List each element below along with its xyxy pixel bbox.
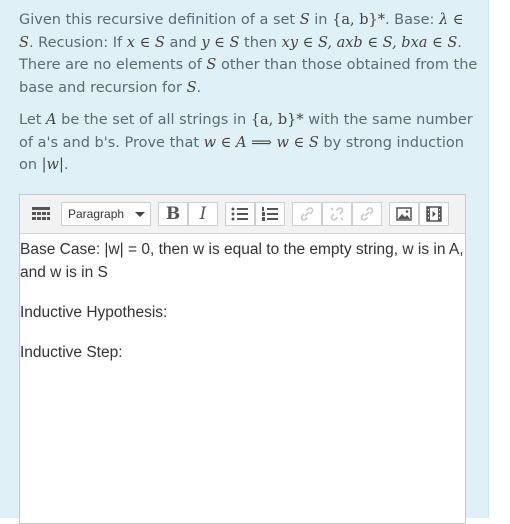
bullet-list-icon — [231, 207, 249, 221]
math-set-s: S — [186, 79, 197, 96]
page-margin — [489, 0, 510, 518]
unlink-icon — [329, 206, 345, 222]
keyboard-icon — [31, 206, 51, 222]
math-set-s: S — [206, 57, 217, 73]
anchor-button[interactable] — [352, 202, 382, 226]
question-paragraph-2: Let A be the set of all strings in {a, b}* with the same number of a's and b's. Prove that w ∈ A ⟹ w ∈ S by strong induction on |w|. — [19, 112, 473, 173]
math-recursion: xy ∈ S, axb ∈ S, bxa ∈ S — [281, 34, 458, 51]
film-icon — [426, 206, 442, 222]
math-length-w: |w| — [41, 157, 64, 173]
math-implication: w ∈ A ⟹ w ∈ S — [203, 134, 319, 151]
link-icon — [299, 206, 315, 222]
toolbar-toggle-button[interactable] — [27, 202, 55, 226]
unlink-button[interactable] — [322, 202, 352, 226]
numbered-list-icon — [261, 207, 279, 221]
insert-link-button[interactable] — [292, 202, 322, 226]
rich-text-editor — [19, 194, 466, 524]
bold-label: B — [165, 204, 181, 224]
math-x-in-s: x ∈ S — [126, 34, 165, 51]
question-paragraph-1: Given this recursive definition of a set S in {a, b}*. Base: λ ∈ S. Recusion: If x ∈ S and y ∈ S then xy ∈ S, axb ∈ S, bxa ∈ S. There are no elements of S other than those obtained from the base and recursion for S. — [19, 12, 478, 96]
numbered-list-button[interactable] — [255, 202, 285, 226]
paragraph-format-value: Paragraph — [68, 207, 125, 221]
image-icon — [396, 207, 412, 221]
math-set-s: S — [299, 12, 310, 28]
chevron-down-icon — [135, 212, 145, 217]
italic-label: I — [199, 204, 207, 224]
answer-inductive-step: Inductive Step: — [20, 344, 123, 361]
italic-button[interactable] — [188, 202, 218, 226]
math-y-in-s: y ∈ S — [201, 34, 240, 51]
bold-button[interactable] — [158, 202, 188, 226]
bullet-list-button[interactable] — [225, 202, 255, 226]
math-base: λ ∈ S — [19, 12, 464, 51]
insert-image-button[interactable] — [389, 202, 419, 226]
question-text — [19, 9, 479, 187]
answer-base-case: Base Case: |w| = 0, then w is equal to the empty string, w is in A, and w is in S — [20, 241, 464, 281]
insert-media-button[interactable] — [419, 202, 449, 226]
editor-toolbar — [20, 195, 465, 234]
math-set-a: A — [46, 112, 57, 128]
math-alphabet: {a, b}* — [332, 12, 385, 28]
paragraph-format-select[interactable] — [61, 202, 151, 226]
answer-inductive-hypothesis: Inductive Hypothesis: — [20, 304, 168, 321]
chain-icon — [359, 206, 375, 222]
math-alphabet: {a, b}* — [250, 112, 304, 128]
editor-content-area[interactable] — [20, 234, 465, 364]
